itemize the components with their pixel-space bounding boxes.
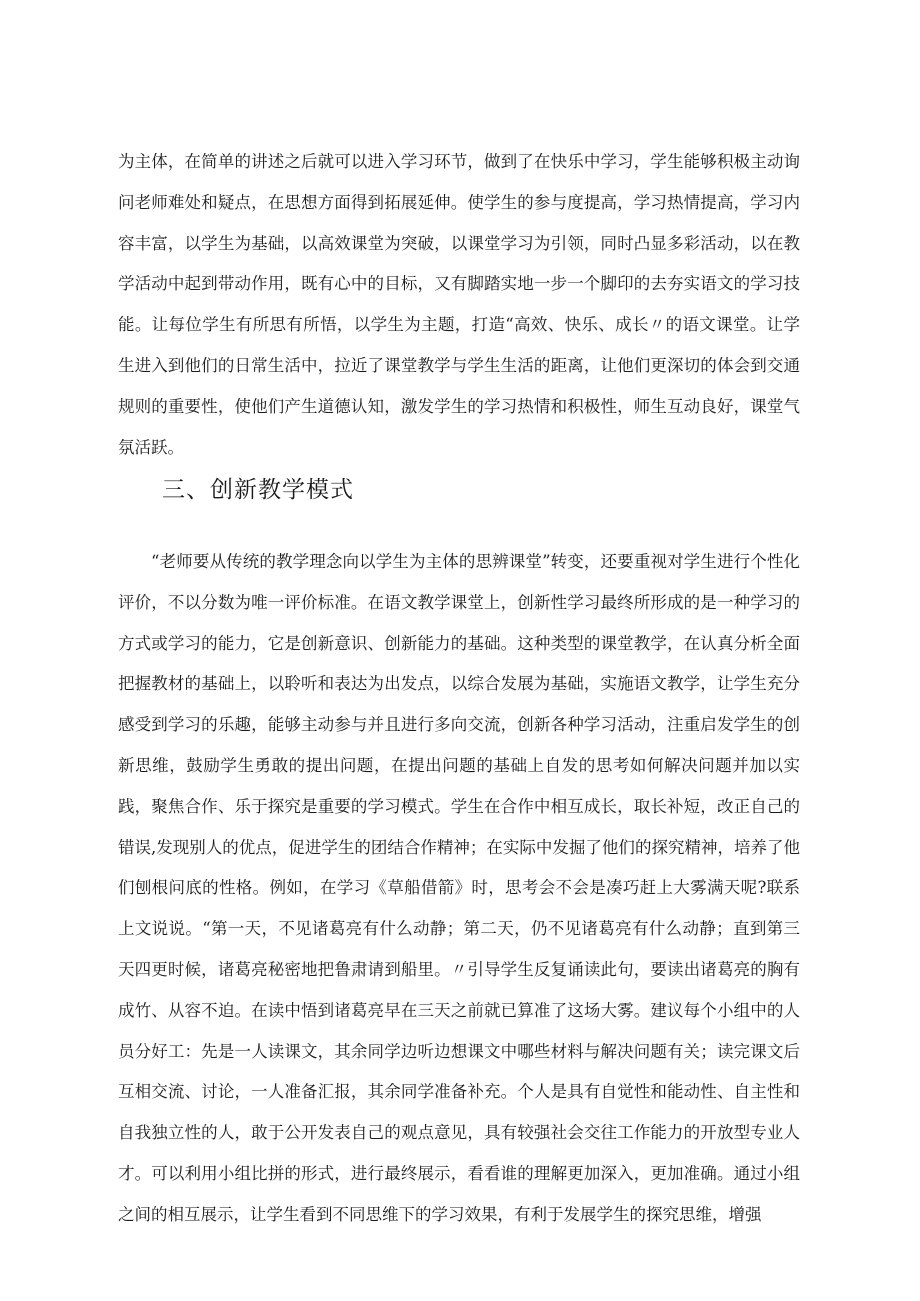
body-paragraph-1: 为主体，在简单的讲述之后就可以进入学习环节，做到了在快乐中学习，学生能够积极主动询问老师难处和疑点，在思想方面得到拓展延伸。使学生的参与度提高，学习热情提高，学习内容丰富，以学生为基础，以高效课堂为突破，以课堂学习为引领，同时凸显多彩活动，以在教学活动中起到带动作用，既有心中的目标，又有脚踏实地一步一个脚印的去夯实语文的学习技能。让每位学生有所思有所悟，以学生为主题，打造“高效、快乐、成长〃的语文课堂。让学生进入到他们的日常生活中，拉近了课堂教学与学生生活的距离，让他们更深切的体会到交通规则的重要性，使他们产生道德认知，激发学生的学习热情和积极性，师生互动良好，课堂气氛活跃。 xyxy=(118,152,800,457)
section-heading: 三、创新教学模式 xyxy=(162,477,354,503)
body-paragraph-2: “老师要从传统的教学理念向以学生为主体的思辨课堂”转变，还要重视对学生进行个性化评价，不以分数为唯一评价标准。在语文教学课堂上，创新性学习最终所形成的是一种学习的方式或学习的能力，它是创新意识、创新能力的基础。这种类型的课堂教学，在认真分析全面把握教材的基础上，以聆听和表达为出发点，以综合发展为基础，实施语文教学，让学生充分感受到学习的乐趣，能够主动参与并且进行多向交流，创新各种学习活动，注重启发学生的创新思维，鼓励学生勇敢的提出问题，在提出问题的基础上自发的思考如何解决问题并加以实践，聚焦合作、乐于探究是重要的学习模式。学生在合作中相互成长，取长补短，改正自己的错误,发现别人的优点，促进学生的团结合作精神；在实际中发掘了他们的探究精神，培养了他们刨根问底的性格。例如，在学习《草船借箭》时，思考会不会是凑巧赶上大雾满天呢?联系上文说说。“第一天，不见诸葛亮有什么动静；第二天，仍不见诸葛亮有什么动静；直到第三天四更时候，诸葛亮秘密地把鲁肃请到船里。〃引导学生反复诵读此句，要读出诸葛亮的胸有成竹、从容不迫。在读中悟到诸葛亮早在三天之前就已算准了这场大雾。建议每个小组中的人员分好工：先是一人读课文，其余同学边听边想课文中哪些材料与解决问题有关；读完课文后互相交流、讨论，一人准备汇报，其余同学准备补充。个人是具有自觉性和能动性、自主性和自我独立性的人，敢于公开发表自己的观点意见，具有较强社会交往工作能力的开放型专业人才。可以利用小组比拼的形式，进行最终展示，看看谁的理解更加深入，更加准确。通过小组之间的相互展示，让学生看到不同思维下的学习效果，有利于发展学生的探究思维，增强 xyxy=(118,552,800,1224)
